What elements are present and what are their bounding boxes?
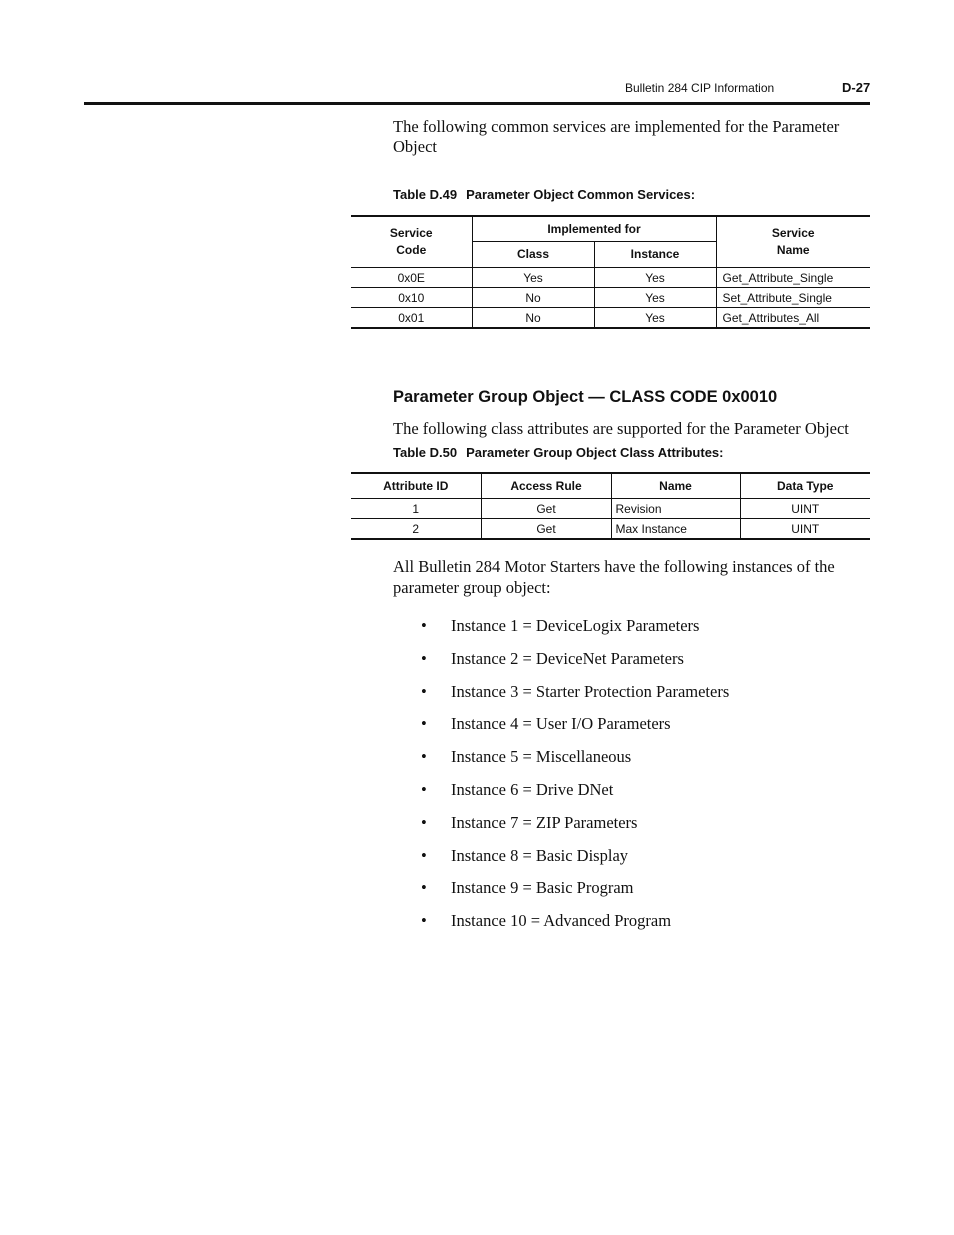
list-item-text: Instance 9 = Basic Program — [451, 878, 634, 898]
bullet: • — [421, 779, 427, 799]
list-item-text: Instance 7 = ZIP Parameters — [451, 812, 638, 832]
table-row — [351, 288, 870, 308]
cell-class: No — [472, 288, 594, 308]
header-attribute-id: Attribute ID — [383, 479, 449, 493]
list-item-text: Instance 2 = DeviceNet Parameters — [451, 648, 684, 668]
table-d49-number: Table D.49 — [393, 187, 458, 202]
table-row — [351, 268, 870, 288]
cell-instance: Yes — [594, 288, 716, 308]
header-class: Class — [472, 242, 594, 268]
cell-class: Yes — [472, 268, 594, 288]
bullet: • — [421, 648, 427, 668]
table-d50-number: Table D.50 — [393, 445, 458, 460]
cell-attribute-id: 1 — [351, 499, 481, 519]
table-d49-caption — [393, 187, 695, 202]
list-item-text: Instance 1 = DeviceLogix Parameters — [451, 616, 700, 635]
cell-access-rule: Get — [481, 519, 611, 540]
list-item — [421, 846, 729, 879]
list-item-text: Instance 5 = Miscellaneous — [451, 747, 632, 767]
cell-name: Set_Attribute_Single — [716, 288, 870, 308]
class-attributes-paragraph: The following class attributes are supported for the Parameter Object — [393, 419, 849, 438]
list-item-text: Instance 10 = Advanced Program — [451, 911, 672, 931]
header-name: Name — [611, 473, 740, 499]
list-item-text: Instance 3 = Starter Protection Parameters — [451, 681, 730, 701]
cell-instance: Yes — [594, 308, 716, 329]
cell-name: Revision — [611, 499, 740, 519]
header-access-rule: Access Rule — [481, 473, 611, 499]
bullet: • — [421, 911, 427, 931]
list-item — [421, 911, 729, 944]
cell-name: Get_Attributes_All — [716, 308, 870, 329]
cell-class: No — [472, 308, 594, 329]
cell-code: 0x0E — [351, 268, 472, 288]
instances-paragraph: All Bulletin 284 Motor Starters have the following instances of the parameter group object: — [393, 557, 835, 597]
bullet: • — [421, 681, 427, 701]
table-d50-title: Parameter Group Object Class Attributes: — [466, 445, 724, 460]
list-item-text: Instance 6 = Drive DNet — [451, 779, 614, 799]
cell-access-rule: Get — [481, 499, 611, 519]
header-service-name-line1: Service — [771, 226, 815, 240]
list-item — [421, 878, 729, 911]
running-header-title: Bulletin 284 CIP Information — [625, 81, 775, 95]
cell-instance: Yes — [594, 268, 716, 288]
header-service-name-line2: Name — [776, 243, 810, 257]
cell-attribute-id: 2 — [351, 519, 481, 540]
header-data-type: Data Type — [740, 473, 870, 499]
page-number: D-27 — [842, 80, 871, 95]
table-d49 — [351, 215, 870, 329]
bullet: • — [421, 878, 427, 898]
bullet: • — [421, 714, 427, 734]
cell-name: Get_Attribute_Single — [716, 268, 870, 288]
table-d50-caption — [393, 445, 723, 460]
header-service-code — [351, 216, 472, 268]
list-item — [421, 616, 729, 649]
bullet: • — [421, 747, 427, 767]
section-heading: Parameter Group Object — CLASS CODE 0x0010 — [393, 388, 778, 406]
cell-name: Max Instance — [611, 519, 740, 540]
cell-data-type: UINT — [740, 519, 870, 540]
header-service-code-line2: Code — [396, 243, 427, 257]
table-row — [351, 499, 870, 519]
intro-paragraph: The following common services are implemented for the Parameter Object — [393, 117, 840, 156]
header-rule — [84, 102, 870, 105]
header-service-code-line1: Service — [389, 226, 433, 240]
table-row — [351, 308, 870, 329]
header-implemented-for: Implemented for — [472, 216, 716, 242]
cell-data-type: UINT — [740, 499, 870, 519]
instances-list — [421, 616, 729, 944]
bullet: • — [421, 845, 427, 865]
table-d50 — [351, 472, 870, 540]
cell-code: 0x01 — [351, 308, 472, 329]
list-item — [421, 714, 729, 747]
table-row — [351, 519, 870, 540]
list-item — [421, 649, 729, 682]
bullet: • — [421, 812, 427, 832]
table-d49-title: Parameter Object Common Services: — [466, 187, 696, 202]
list-item — [421, 813, 729, 846]
list-item-text: Instance 4 = User I/O Parameters — [451, 714, 671, 734]
list-item — [421, 780, 729, 813]
list-item — [421, 747, 729, 780]
header-instance: Instance — [594, 242, 716, 268]
cell-code: 0x10 — [351, 288, 472, 308]
list-item — [421, 682, 729, 715]
header-service-name — [716, 216, 870, 268]
list-item-text: Instance 8 = Basic Display — [451, 845, 629, 865]
bullet: • — [421, 616, 427, 635]
